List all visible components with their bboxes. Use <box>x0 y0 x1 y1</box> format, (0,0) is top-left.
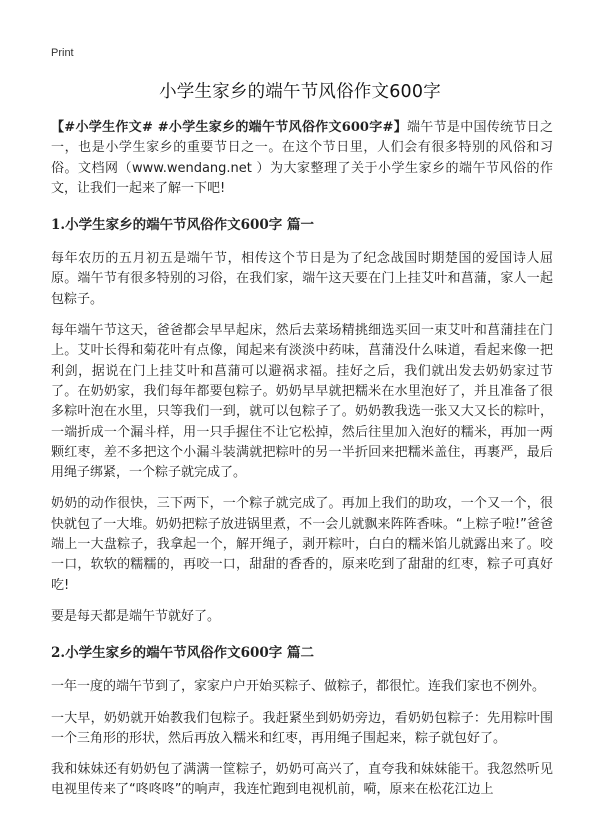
paragraph: 我和妹妹还有奶奶包了满满一筐粽子，奶奶可高兴了，直夸我和妹妹能干。我忽然听见电视里传来了“咚咚咚”的响声，我连忙跑到电视机前，嗬，原来在松花江边上 <box>51 762 553 798</box>
page-title: 小学生家乡的端午节风俗作文600字 <box>159 82 441 102</box>
paragraph: 每年端午节这天，爸爸都会早早起床，然后去菜场精挑细选买回一束艾叶和菖蒲挂在门上。艾叶长得和菊花叶有点像，闻起来有淡淡中药味，菖蒲没什么味道，看起来像一把利剑，据说在门上挂艾叶和菖蒲可以避祸求福。挂好之后，我们就出发去奶奶家过节了。在奶奶家，我们每年都要包粽子。奶奶早早就把糯米在水里泡好了，并且准备了很多粽叶泡在水里，只等我们一到，就可以包粽子了。奶奶教我选一张又大又长的粽叶，一端折成一个漏斗样，用一只手握住不让它松掉，然后往里加入泡好的糯米，再加一两颗红枣，差不多把这个小漏斗装满就把粽叶的另一半折回来把糯米盖住，再裹严，最后用绳子绑紧，一个粽子就完成了。 <box>51 323 553 481</box>
intro-paragraph <box>51 118 553 199</box>
intro-text: 端午节是中国传统节日之一，也是小学生家乡的重要节日之一。在这个节日里，人们会有很多特别的风俗和习俗。文档网（www.wendang.net ）为大家整理了关于小学生家乡的端午节风俗的作文，让我们一起来了解一下吧! <box>51 120 553 196</box>
paragraph: 奶奶的动作很快，三下两下，一个粽子就完成了。再加上我们的助攻，一个又一个，很快就包了一大堆。奶奶把粽子放进锅里煮，不一会儿就飘来阵阵香味。“上粽子啦!”爸爸端上一大盘粽子，我拿起一个，解开绳子，剥开粽叶，白白的糯米馅儿就露出来了。咬一口，软软的糯糯的，再咬一口，甜甜的香香的，原来吃到了甜甜的红枣，粽子可真好吃! <box>51 496 553 593</box>
print-label: Print <box>51 47 74 59</box>
section-heading: 1.小学生家乡的端午节风俗作文600字 篇一 <box>51 217 314 234</box>
intro-tags: 【#小学生作文# #小学生家乡的端午节风俗作文600字#】 <box>51 120 407 135</box>
paragraph: 每年农历的五月初五是端午节，相传这个节日是为了纪念战国时期楚国的爱国诗人屈原。端午节有很多特别的习俗，在我们家，端午这天要在门上挂艾叶和菖蒲，家人一起包粽子。 <box>51 251 553 307</box>
paragraph: 一年一度的端午节到了，家家户户开始买粽子、做粽子，都很忙。连我们家也不例外。 <box>51 679 546 695</box>
section-heading: 2.小学生家乡的端午节风俗作文600字 篇二 <box>51 645 314 662</box>
paragraph: 一大早，奶奶就开始教我们包粽子。我赶紧坐到奶奶旁边，看奶奶包粽子：先用粽叶围一个三角形的形状，然后再放入糯米和红枣，再用绳子围起来，粽子就包好了。 <box>51 710 553 746</box>
article-body <box>51 118 553 812</box>
paragraph: 要是每天都是端午节就好了。 <box>51 608 221 624</box>
